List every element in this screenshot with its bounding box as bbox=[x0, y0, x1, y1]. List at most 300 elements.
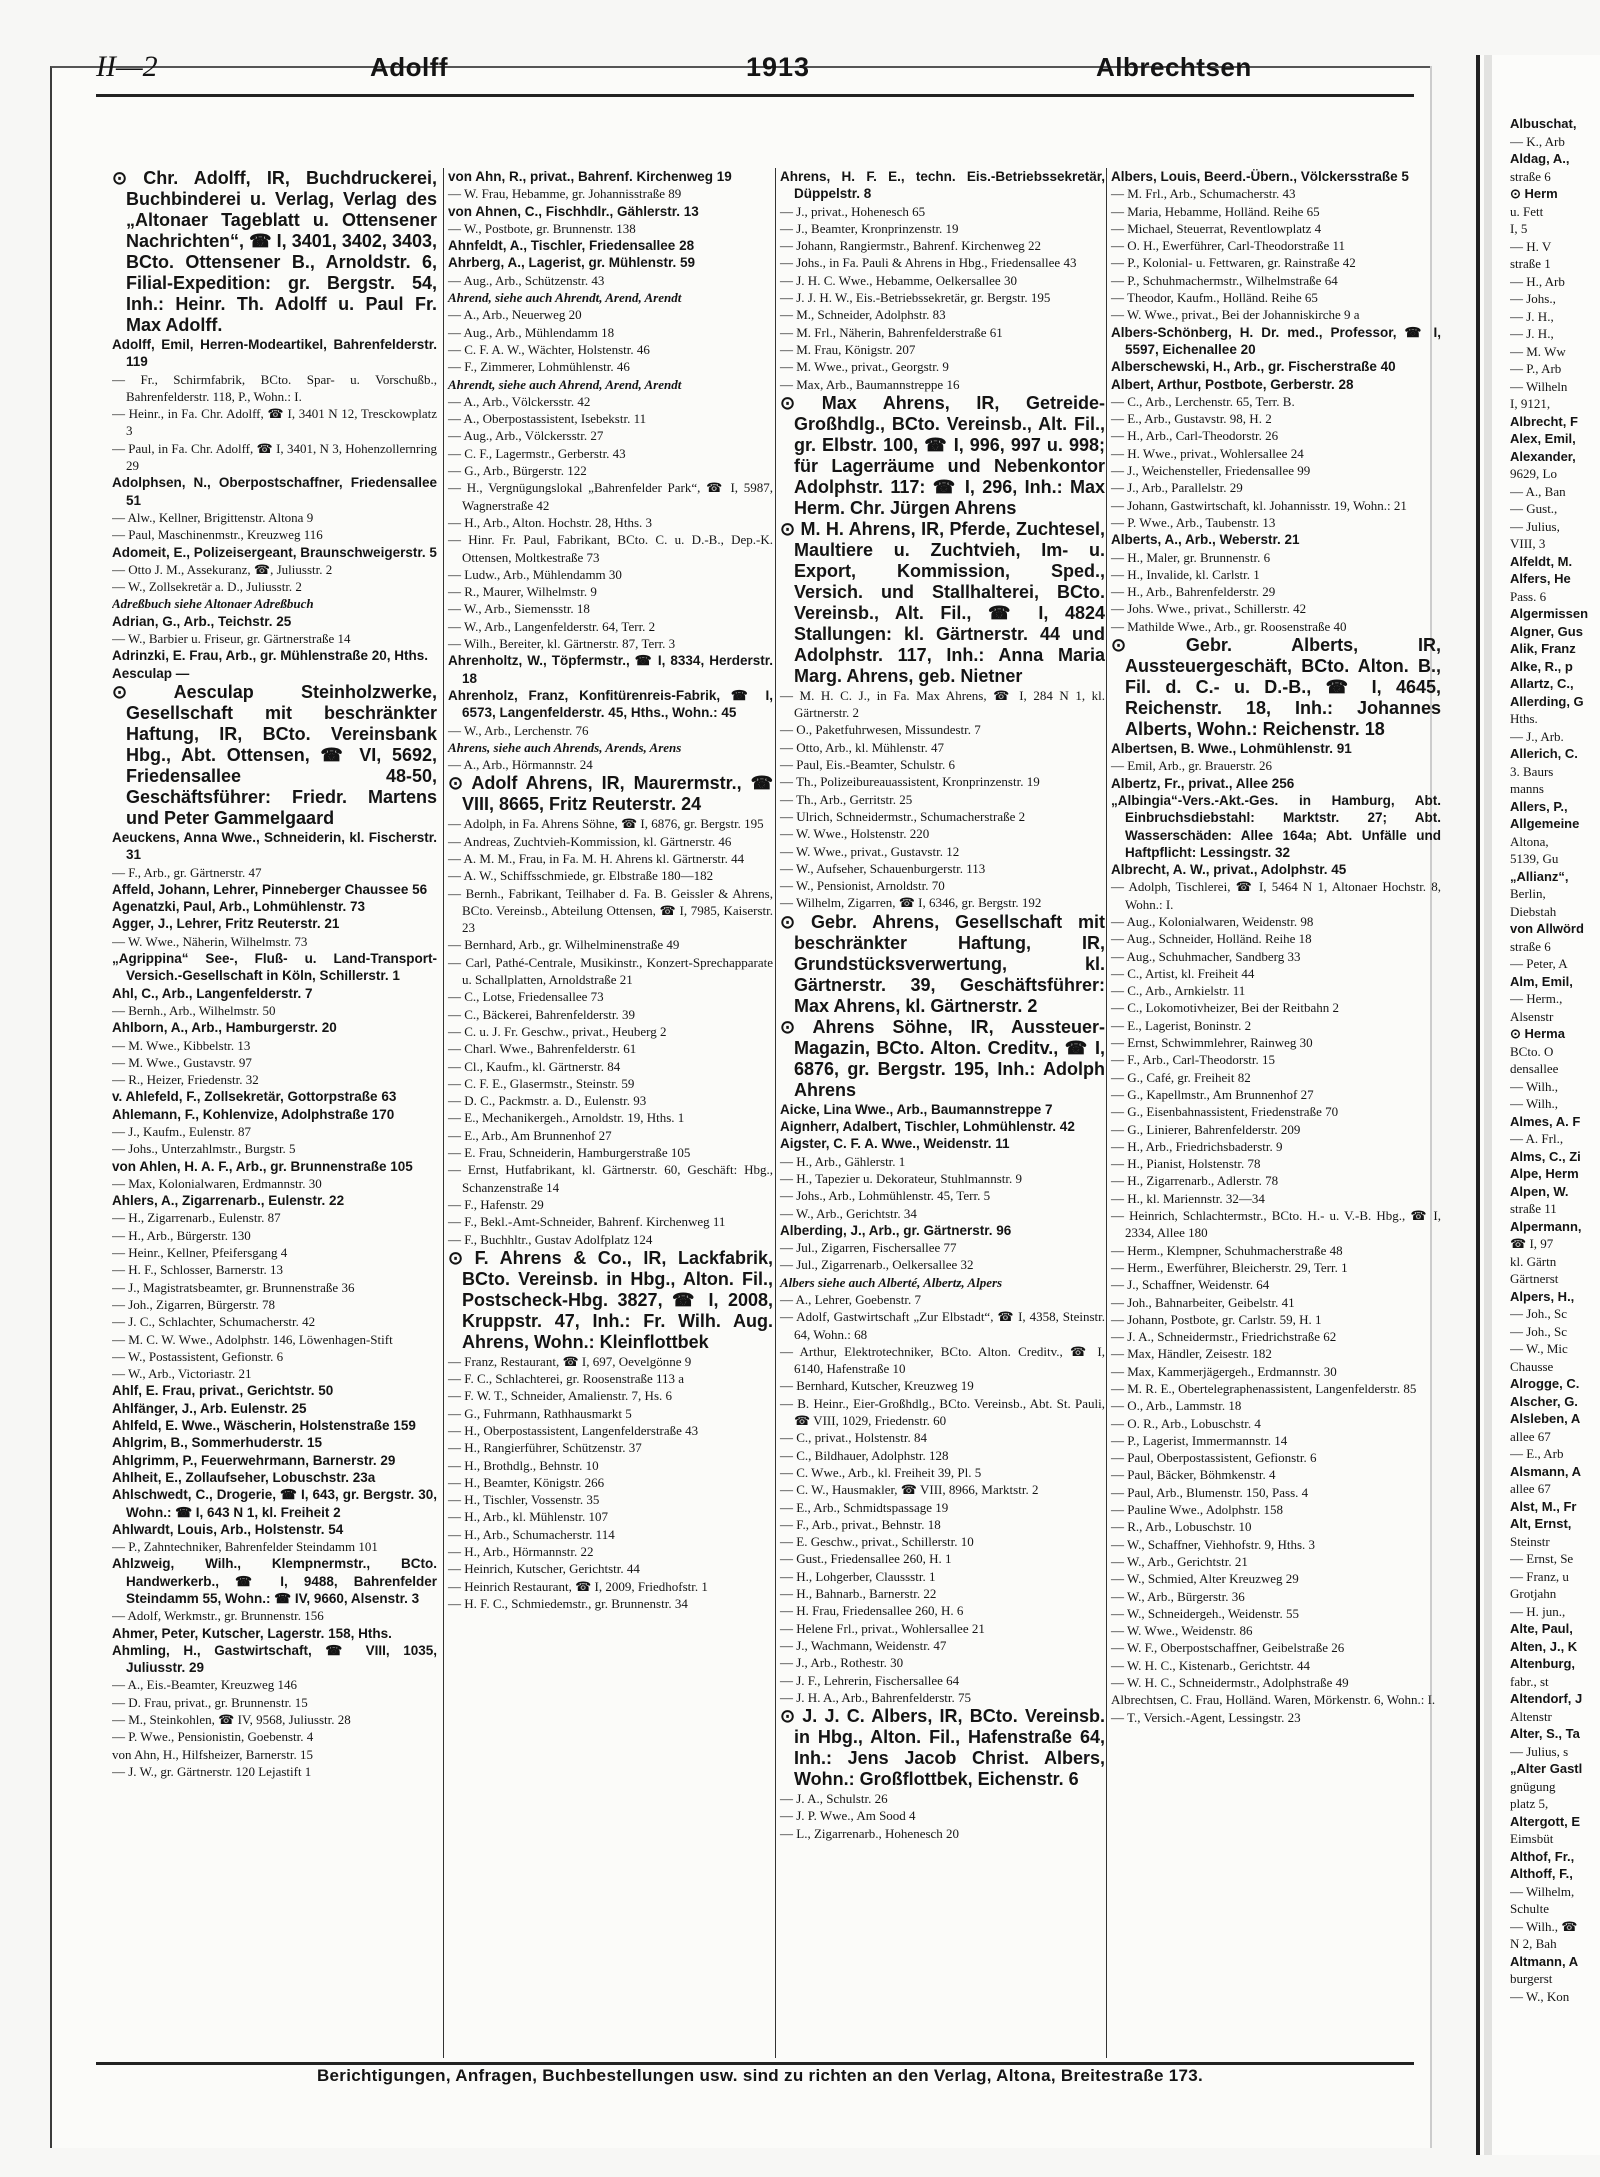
directory-entry: — C., Arb., Lerchenstr. 65, Terr. B. bbox=[1111, 393, 1295, 409]
directory-entry: ⊙ Gebr. Ahrens, Gesellschaft mit beschränkter Haftung, IR, Grundstücksverwertung, kl. Gärtnerstr. 39, Geschäftsführer: Max Ahrens, kl. Gärtnerstr. 2 bbox=[780, 911, 1105, 1016]
directory-entry: — J., Beamter, Kronprinzenstr. 19 bbox=[780, 220, 959, 236]
adjacent-page-line: — J. H., bbox=[1510, 326, 1554, 341]
adjacent-page-line: — Joh., Sc bbox=[1510, 1323, 1568, 1339]
adjacent-page-line: Algner, Gus bbox=[1510, 623, 1583, 639]
directory-entry: — H. F., Schlosser, Barnerstr. 13 bbox=[112, 1262, 284, 1278]
directory-entry: „Agrippina“ See-, Fluß- u. Land-Transport-Versich.-Gesellschaft in Köln, Schillerstr. 1 bbox=[112, 951, 437, 984]
directory-entry: — L., Zigarrenarb., Hohenesch 20 bbox=[780, 1825, 960, 1841]
adjacent-page-line: Altenburg, bbox=[1510, 1656, 1575, 1671]
adjacent-page-line: Chausse bbox=[1510, 1358, 1554, 1374]
adjacent-page-line: N 2, Bah bbox=[1510, 1936, 1557, 1951]
directory-entry: — Bernhard, Kutscher, Kreuzweg 19 bbox=[780, 1378, 974, 1394]
directory-entry: — H., Zigarrenarb., Eulenstr. 87 bbox=[112, 1210, 281, 1226]
adjacent-page-line: Pass. 6 bbox=[1510, 588, 1547, 604]
directory-entry: — H., Oberpostassistent, Langenfelderstraße 43 bbox=[448, 1423, 699, 1438]
directory-entry: ⊙ Chr. Adolff, IR, Buchdruckerei, Buchbinderei u. Verlag, Verlag des „Altonaer Tageblatt u. Ottensener Nachrichten“, ☎ I, 3401, 3402, 3403, BCto. Ottensener B., Arnoldstr. 6, Filial-Expedition: gr. Bergstr. 54, Inh.: Heinr. Th. Adolff u. Paul Fr. Max Adolff. bbox=[112, 168, 437, 335]
directory-entry: — W., Aufseher, Schauenburgerstr. 113 bbox=[780, 860, 986, 876]
adjacent-page-line: Alsleben, A bbox=[1510, 1411, 1581, 1426]
directory-entry: — J., Schaffner, Weidenstr. 64 bbox=[1111, 1277, 1270, 1293]
directory-entry: — W., Zollsekretär a. D., Juliusstr. 2 bbox=[112, 579, 302, 595]
directory-entry: Adolphsen, N., Oberpostschaffner, Friedensallee 51 bbox=[112, 475, 437, 508]
directory-entry: — E. Geschw., privat., Schillerstr. 10 bbox=[780, 1534, 974, 1550]
directory-entry: — Ernst, Schwimmlehrer, Rainweg 30 bbox=[1111, 1035, 1313, 1051]
directory-entry: von Ahlen, H. A. F., Arb., gr. Brunnenstraße 105 bbox=[112, 1158, 413, 1174]
adjacent-page-line: u. Fett bbox=[1510, 203, 1544, 219]
directory-entry: — W., Pensionist, Arnoldstr. 70 bbox=[780, 878, 945, 894]
adjacent-page-line: „Alter Gastl bbox=[1510, 1761, 1583, 1776]
adjacent-page-line: Alrogge, C. bbox=[1510, 1376, 1580, 1391]
directory-entry: — G., Arb., Bürgerstr. 122 bbox=[448, 463, 587, 479]
adjacent-page-line: — Joh., Sc bbox=[1510, 1306, 1568, 1321]
directory-entry: — P., Kolonial- u. Fettwaren, gr. Rainstraße 42 bbox=[1111, 255, 1356, 271]
adjacent-page-line: Aldag, A., bbox=[1510, 151, 1570, 166]
directory-entry: — H., Invalide, kl. Carlstr. 1 bbox=[1111, 566, 1260, 582]
directory-entry: — F. W. T., Schneider, Amalienstr. 7, Hs. 6 bbox=[448, 1388, 673, 1404]
directory-entry: — W. F., Oberpostschaffner, Geibelstraße 26 bbox=[1111, 1640, 1345, 1656]
adjacent-page-line: I, 9121, bbox=[1510, 396, 1551, 411]
directory-entry: Adreßbuch siehe Altonaer Adreßbuch bbox=[112, 596, 314, 612]
directory-entry: — M. R. E., Obertelegraphenassistent, Langenfelderstr. 85 bbox=[1111, 1381, 1417, 1396]
adjacent-page-line: Altergott, E bbox=[1510, 1813, 1581, 1829]
adjacent-page-line: Althof, Fr., bbox=[1510, 1848, 1575, 1864]
directory-entry: — W., Barbier u. Friseur, gr. Gärtnerstraße 14 bbox=[112, 631, 351, 647]
directory-entry: — G., Café, gr. Freiheit 82 bbox=[1111, 1069, 1251, 1085]
directory-entry: — C., Bildhauer, Adolphstr. 128 bbox=[780, 1447, 949, 1463]
adjacent-page-line: 5139, Gu bbox=[1510, 851, 1559, 866]
directory-entry: — J. J. H. W., Eis.-Betriebssekretär, gr. Bergstr. 195 bbox=[780, 290, 1051, 306]
directory-entry: Adolff, Emil, Herren-Modeartikel, Bahrenfelderstr. 119 bbox=[112, 337, 437, 370]
directory-entry: — Adolph, in Fa. Ahrens Söhne, ☎ I, 6876, gr. Bergstr. 195 bbox=[448, 816, 764, 832]
directory-entry: — H., kl. Mariennstr. 32—34 bbox=[1111, 1190, 1265, 1206]
adjacent-page-line: Alik, Franz bbox=[1510, 641, 1576, 656]
directory-entry: — H., Arb., Bahrenfelderstr. 29 bbox=[1111, 584, 1276, 600]
directory-entry: Ahrenholtz, W., Töpfermstr., ☎ I, 8334, Herderstr. 18 bbox=[448, 653, 773, 686]
adjacent-page-line: — A. Frl., bbox=[1510, 1131, 1564, 1146]
directory-entry: — Helene Frl., privat., Wohlersallee 21 bbox=[780, 1620, 985, 1636]
directory-entry: Ahlwardt, Louis, Arb., Holstenstr. 54 bbox=[112, 1521, 344, 1537]
adjacent-page-line: — J., Arb. bbox=[1510, 728, 1564, 744]
adjacent-page-line: Alke, R., p bbox=[1510, 658, 1573, 674]
adjacent-page-line: Steinstr bbox=[1510, 1533, 1550, 1549]
adjacent-page-line: Alten, J., K bbox=[1510, 1638, 1578, 1654]
adjacent-page-line: fabr., st bbox=[1510, 1673, 1549, 1689]
directory-entry: Ahmling, H., Gastwirtschaft, ☎ VIII, 1035, Juliusstr. 29 bbox=[112, 1642, 437, 1676]
directory-entry: — G., Linierer, Bahrenfelderstr. 209 bbox=[1111, 1121, 1301, 1137]
directory-entry: „Albingia“-Vers.-Akt.-Ges. in Hamburg, Abt. Einbruchsdiebstahl: Marktstr. 27; Abt. Wasserschäden: Allee 164a; Abt. Unfälle und Haftpflicht: Lessingstr. 32 bbox=[1111, 792, 1441, 860]
adjacent-page-line: Allgemeine bbox=[1510, 816, 1580, 831]
directory-entry: — W., Arb., Gerichtstr. 34 bbox=[780, 1205, 917, 1221]
adjacent-page-line: Alex, Emil, bbox=[1510, 431, 1576, 446]
adjacent-page-line: Alst, M., Fr bbox=[1510, 1498, 1577, 1514]
directory-entry: Aignherr, Adalbert, Tischler, Lohmühlenstr. 42 bbox=[780, 1119, 1075, 1135]
adjacent-page-line: 3. Baurs bbox=[1510, 763, 1554, 779]
adjacent-page-line: Hths. bbox=[1510, 711, 1538, 726]
adjacent-page-line: — Franz, u bbox=[1510, 1568, 1569, 1584]
directory-column-1 bbox=[112, 168, 437, 2058]
directory-entry: — Johann, Rangiermstr., Bahrenf. Kirchenweg 22 bbox=[780, 238, 1042, 254]
directory-entry: — H. F. C., Schmiedemstr., gr. Brunnenstr. 34 bbox=[448, 1595, 688, 1611]
directory-entry: — J. P. Wwe., Am Sood 4 bbox=[780, 1808, 916, 1824]
directory-entry: — H. Frau, Friedensallee 260, H. 6 bbox=[780, 1603, 964, 1619]
directory-entry: — G., Kapellmstr., Am Brunnenhof 27 bbox=[1111, 1086, 1314, 1102]
adjacent-page-line: — Herm., bbox=[1510, 991, 1563, 1006]
directory-entry: — W. H. C., Kistenarb., Gerichtstr. 44 bbox=[1111, 1657, 1310, 1673]
directory-entry: — F., Arb., Carl-Theodorstr. 15 bbox=[1111, 1052, 1275, 1068]
adjacent-page-line: — Julius, bbox=[1510, 518, 1560, 534]
adjacent-page-line: Alexander, bbox=[1510, 448, 1576, 464]
directory-entry: Ahlheit, E., Zollaufseher, Lobuschstr. 23a bbox=[112, 1469, 376, 1485]
directory-entry: — R., Heizer, Friedenstr. 32 bbox=[112, 1072, 259, 1088]
directory-entry: Affeld, Johann, Lehrer, Pinneberger Chaussee 56 bbox=[112, 881, 428, 897]
directory-entry: — F., Hafenstr. 29 bbox=[448, 1196, 544, 1212]
adjacent-page-line: Alsenstr bbox=[1510, 1008, 1554, 1024]
adjacent-page-line: Allers, P., bbox=[1510, 798, 1568, 814]
directory-entry: — H., Arb., Carl-Theodorstr. 26 bbox=[1111, 428, 1279, 444]
adjacent-page-line: burgerst bbox=[1510, 1971, 1553, 1986]
directory-entry: — Franz, Restaurant, ☎ I, 697, Oevelgönne 9 bbox=[448, 1353, 692, 1369]
directory-entry: — C. W., Hausmakler, ☎ VIII, 8966, Marktstr. 2 bbox=[780, 1482, 1039, 1498]
adjacent-page-line: straße 11 bbox=[1510, 1201, 1557, 1216]
adjacent-page-line: Altenstr bbox=[1510, 1708, 1552, 1724]
directory-entry: — H., Arb., Schumacherstr. 114 bbox=[448, 1526, 615, 1542]
directory-entry: — Adolf, Werkmstr., gr. Brunnenstr. 156 bbox=[112, 1608, 324, 1624]
directory-entry: — E., Lagerist, Boninstr. 2 bbox=[1111, 1017, 1252, 1033]
adjacent-page-line: BCto. O bbox=[1510, 1043, 1554, 1059]
directory-entry: — Charl. Wwe., Bahrenfelderstr. 61 bbox=[448, 1041, 637, 1057]
directory-entry: — A. W., Schiffsschmiede, gr. Elbstraße 180—182 bbox=[448, 868, 714, 884]
directory-entry: — P., Schuhmachermstr., Wilhelmstraße 64 bbox=[1111, 272, 1338, 288]
directory-entry: — W., Arb., Siemensstr. 18 bbox=[448, 601, 590, 617]
adjacent-page-line: Alfers, He bbox=[1510, 571, 1571, 586]
adjacent-page-line: Almes, A. F bbox=[1510, 1113, 1581, 1129]
directory-entry: — M. Wwe., privat., Georgstr. 9 bbox=[780, 359, 949, 375]
directory-entry: — A., Arb., Neuerweg 20 bbox=[448, 307, 582, 323]
directory-entry: — Joh., Bahnarbeiter, Geibelstr. 41 bbox=[1111, 1294, 1295, 1310]
directory-entry: — Heinr., in Fa. Chr. Adolff, ☎ I, 3401 N 12, Tresckowplatz 3 bbox=[112, 406, 437, 439]
directory-entry: Ahrend, siehe auch Ahrendt, Arend, Arendt bbox=[448, 290, 682, 306]
adjacent-page-line: Altona, bbox=[1510, 833, 1549, 849]
adjacent-page-line: Alter, S., Ta bbox=[1510, 1726, 1580, 1741]
directory-entry: — Mathilde Wwe., Arb., gr. Roosenstraße 40 bbox=[1111, 618, 1347, 634]
directory-entry: Albrecht, A. W., privat., Adolphstr. 45 bbox=[1111, 862, 1347, 878]
directory-entry: — Paul, Arb., Blumenstr. 150, Pass. 4 bbox=[1111, 1484, 1309, 1500]
directory-column-3 bbox=[775, 168, 1105, 2058]
directory-entry: Ahlgrimm, P., Feuerwehrmann, Barnerstr. 29 bbox=[112, 1452, 396, 1468]
directory-entry: — Otto, Arb., kl. Mühlenstr. 47 bbox=[780, 739, 944, 755]
directory-entry: — Bernhard, Arb., gr. Wilhelminenstraße 49 bbox=[448, 937, 680, 953]
directory-entry: ⊙ Gebr. Alberts, IR, Aussteuergeschäft, BCto. Alton. B., Fil. d. C.- u. D.-B., ☎ I, 4645, Reichenstr. 18, Inh.: Johannes Alberts, Wohn.: Reichenstr. 18 bbox=[1111, 635, 1441, 740]
directory-entry: — A., Oberpostassistent, Isebekstr. 11 bbox=[448, 411, 647, 427]
directory-entry: — O., Paketfuhrwesen, Missundestr. 7 bbox=[780, 722, 981, 738]
adjacent-page-line: Alte, Paul, bbox=[1510, 1621, 1573, 1636]
directory-entry: — H., Pianist, Holstenstr. 78 bbox=[1111, 1156, 1261, 1172]
directory-entry: — Michael, Steuerrat, Reventlowplatz 4 bbox=[1111, 220, 1322, 236]
directory-entry: — Arthur, Elektrotechniker, BCto. Alton. Creditv., ☎ I, 6140, Hafenstraße 10 bbox=[780, 1343, 1105, 1377]
directory-entry: — W., Arb., Langenfelderstr. 64, Terr. 2 bbox=[448, 618, 656, 634]
directory-entry: — F. C., Schlachterei, gr. Roosenstraße 113 a bbox=[448, 1371, 685, 1387]
directory-entry: — P. Wwe., Arb., Taubenstr. 13 bbox=[1111, 514, 1276, 530]
directory-entry: Ahrenholz, Franz, Konfitürenreis-Fabrik, ☎ I, 6573, Langenfelderstr. 45, Hths., Wohn.: 45 bbox=[448, 687, 773, 721]
page-number: II—2 bbox=[96, 50, 158, 83]
directory-entry: — Andreas, Zuchtvieh-Kommission, kl. Gärtnerstr. 46 bbox=[448, 833, 732, 849]
adjacent-page-line: — W., Mic bbox=[1510, 1341, 1568, 1356]
directory-entry: — H., Bahnarb., Barnerstr. 22 bbox=[780, 1586, 937, 1602]
directory-entry: Ahlgrim, B., Sommerhuderstr. 15 bbox=[112, 1435, 323, 1451]
directory-entry: — J. C., Schlachter, Schumacherstr. 42 bbox=[112, 1314, 316, 1330]
directory-entry: — A., Arb., Hörmannstr. 24 bbox=[448, 757, 593, 773]
adjacent-page-line: — M. Ww bbox=[1510, 343, 1566, 359]
adjacent-page-column bbox=[1510, 115, 1600, 2115]
directory-entry: — Ernst, Hutfabrikant, kl. Gärtnerstr. 60, Geschäft: Hbg., Schanzenstraße 14 bbox=[448, 1162, 773, 1195]
directory-entry: — W., Postbote, gr. Brunnenstr. 138 bbox=[448, 220, 636, 236]
directory-entry: ⊙ Max Ahrens, IR, Getreide-Großhdlg., BCto. Vereinsb., Alt. Fil., gr. Elbstr. 100, ☎ I, 996, 997 u. 998; für Lagerräume und Nebenkontor Adolphstr. 117: ☎ I, 296, Inh.: Max Herm. Chr. Jürgen Ahrens bbox=[780, 392, 1105, 518]
adjacent-page-line: Diebstah bbox=[1510, 903, 1557, 919]
directory-entry: — C., Bäckerei, Bahrenfelderstr. 39 bbox=[448, 1006, 635, 1022]
adjacent-page-line: Schulte bbox=[1510, 1901, 1549, 1916]
directory-entry: — H., Arb., Gählerstr. 1 bbox=[780, 1153, 906, 1169]
directory-entry: — D. Frau, privat., gr. Brunnenstr. 15 bbox=[112, 1694, 308, 1710]
adjacent-page-line: Algermissen bbox=[1510, 606, 1589, 621]
directory-entry: Albers siehe auch Alberté, Albertz, Alpers bbox=[780, 1274, 1003, 1290]
directory-entry: — C. F., Lagermstr., Gerberstr. 43 bbox=[448, 445, 626, 461]
directory-entry: Adomeit, E., Polizeisergeant, Braunschweigerstr. 5 bbox=[112, 544, 437, 560]
directory-entry: Ahlemann, F., Kohlenvize, Adolphstraße 170 bbox=[112, 1106, 395, 1122]
adjacent-page-line: Alpe, Herm bbox=[1510, 1166, 1579, 1181]
adjacent-page-line: I, 5 bbox=[1510, 221, 1528, 236]
directory-entry: — H., Arb., Hörmannstr. 22 bbox=[448, 1544, 594, 1560]
adjacent-page-line: — A., Ban bbox=[1510, 483, 1566, 499]
directory-entry: Ahnfeldt, A., Tischler, Friedensallee 28 bbox=[448, 238, 695, 254]
directory-entry: — J., Kaufm., Eulenstr. 87 bbox=[112, 1123, 252, 1139]
directory-entry: — P., Lagerist, Immermannstr. 14 bbox=[1111, 1432, 1288, 1448]
directory-entry: — W., Schneidergeh., Weidenstr. 55 bbox=[1111, 1605, 1300, 1621]
directory-entry: — H., Vergnügungslokal „Bahrenfelder Park“, ☎ I, 5987, Wagnerstraße 42 bbox=[448, 480, 773, 513]
directory-entry: — Herm., Klempner, Schuhmacherstraße 48 bbox=[1111, 1242, 1343, 1258]
directory-entry: Ahlschwedt, C., Drogerie, ☎ I, 643, gr. Bergstr. 30, Wohn.: ☎ I, 643 N 1, kl. Freiheit 2 bbox=[112, 1487, 437, 1520]
directory-entry: — E., Arb., Gustavstr. 98, H. 2 bbox=[1111, 411, 1272, 427]
directory-entry: — Gust., Friedensallee 260, H. 1 bbox=[780, 1551, 952, 1567]
directory-entry: — W., Schmied, Alter Kreuzweg 29 bbox=[1111, 1571, 1299, 1587]
directory-entry: — J. F., Lehrerin, Fischersallee 64 bbox=[780, 1672, 960, 1688]
directory-entry: — H. Wwe., privat., Wohlersallee 24 bbox=[1111, 445, 1304, 461]
directory-entry: — Joh., Zigarren, Bürgerstr. 78 bbox=[112, 1296, 275, 1312]
adjacent-page-line: gnügung bbox=[1510, 1778, 1556, 1794]
directory-entry: — H., Tischler, Vossenstr. 35 bbox=[448, 1492, 600, 1508]
directory-entry: — W. H. C., Schneidermstr., Adolphstraße 49 bbox=[1111, 1675, 1349, 1691]
adjacent-page-line: Alscher, G. bbox=[1510, 1393, 1578, 1409]
directory-entry: — Johs. Wwe., privat., Schillerstr. 42 bbox=[1111, 601, 1307, 617]
adjacent-page-line: — W., Kon bbox=[1510, 1988, 1570, 2004]
adjacent-page-line: straße 6 bbox=[1510, 938, 1551, 954]
directory-entry: — H., Arb., Friedrichsbaderstr. 9 bbox=[1111, 1138, 1283, 1154]
adjacent-page-line: Allerich, C. bbox=[1510, 746, 1578, 761]
directory-entry: Ahmer, Peter, Kutscher, Lagerstr. 158, Hths. bbox=[112, 1625, 392, 1641]
directory-entry: — Johs., Arb., Lohmühlenstr. 45, Terr. 5 bbox=[780, 1188, 991, 1204]
directory-entry: Alberschewski, H., Arb., gr. Fischerstraße 40 bbox=[1111, 359, 1396, 375]
directory-entry: — W. Wwe., Holstenstr. 220 bbox=[780, 826, 930, 842]
publisher-notice: Berichtigungen, Anfragen, Buchbestellungen usw. sind zu richten an den Verlag, Altona, Breitestraße 173. bbox=[316, 2066, 1204, 2085]
directory-entry: — F., Arb., privat., Behnstr. 18 bbox=[780, 1516, 941, 1532]
adjacent-page-line: Eimsbüt bbox=[1510, 1831, 1554, 1846]
directory-entry: v. Ahlefeld, F., Zollsekretär, Gottorpstraße 63 bbox=[112, 1089, 397, 1105]
directory-entry: — Heinrich, Schlachtermstr., BCto. H.- u. V.-B. Hbg., ☎ I, 2334, Allee 180 bbox=[1111, 1208, 1441, 1241]
directory-entry: Albrechtsen, C. Frau, Holländ. Waren, Mörkenstr. 6, Wohn.: I. bbox=[1111, 1692, 1436, 1708]
directory-entry: Adrian, G., Arb., Teichstr. 25 bbox=[112, 613, 292, 629]
directory-entry: — Maria, Hebamme, Holländ. Reihe 65 bbox=[1111, 203, 1320, 219]
directory-entry: Aigster, C. F. A. Wwe., Weidenstr. 11 bbox=[780, 1136, 1010, 1152]
directory-entry: Ahrberg, A., Lagerist, gr. Mühlenstr. 59 bbox=[448, 255, 696, 271]
directory-entry: Alberts, A., Arb., Weberstr. 21 bbox=[1111, 532, 1300, 548]
directory-entry: — Emil, Arb., gr. Brauerstr. 26 bbox=[1111, 758, 1273, 774]
directory-entry: — H., Lohgerber, Claussstr. 1 bbox=[780, 1568, 936, 1584]
directory-entry: — H., Arb., kl. Mühlenstr. 107 bbox=[448, 1509, 608, 1525]
directory-entry: — W., Arb., Gerichtstr. 21 bbox=[1111, 1553, 1248, 1569]
directory-entry: — G., Eisenbahnassistent, Friedenstraße 70 bbox=[1111, 1104, 1339, 1120]
adjacent-page-line: Alsmann, A bbox=[1510, 1463, 1582, 1479]
directory-entry: Aeuckens, Anna Wwe., Schneiderin, kl. Fischerstr. 31 bbox=[112, 829, 437, 863]
directory-entry: — C. Wwe., Arb., kl. Freiheit 39, Pl. 5 bbox=[780, 1464, 982, 1480]
directory-entry: — Heinr., Kellner, Pfeifersgang 4 bbox=[112, 1245, 288, 1261]
directory-entry: von Ahnen, C., Fischhdlr., Gählerstr. 13 bbox=[448, 203, 699, 219]
directory-entry: — A., Arb., Völckersstr. 42 bbox=[448, 393, 591, 409]
directory-entry: Ahrens, H. F. E., techn. Eis.-Betriebssekretär, Düppelstr. 8 bbox=[780, 169, 1105, 202]
adjacent-page-line: — J. H., bbox=[1510, 308, 1554, 324]
directory-entry: — M., Schneider, Adolphstr. 83 bbox=[780, 307, 946, 323]
directory-entry: — F., Arb., gr. Gärtnerstr. 47 bbox=[112, 864, 262, 880]
directory-entry: — Paul, in Fa. Chr. Adolff, ☎ I, 3401, N 3, Hohenzollernring 29 bbox=[112, 440, 437, 474]
directory-entry: von Ahn, R., privat., Bahrenf. Kirchenweg 19 bbox=[448, 169, 732, 184]
directory-entry: Ahlfänger, J., Arb. Eulenstr. 25 bbox=[112, 1400, 307, 1416]
directory-entry: — W., Arb., Lerchenstr. 76 bbox=[448, 722, 589, 738]
directory-entry: — J., Weichensteller, Friedensallee 99 bbox=[1111, 463, 1311, 479]
adjacent-page-line: — Gust., bbox=[1510, 501, 1558, 516]
directory-entry: — D. C., Packmstr. a. D., Eulenstr. 93 bbox=[448, 1093, 647, 1109]
running-head-last-entry: Albrechtsen bbox=[1096, 52, 1252, 82]
directory-entry: — Paul, Oberpostassistent, Gefionstr. 6 bbox=[1111, 1450, 1317, 1466]
adjacent-page-line: — H., Arb bbox=[1510, 273, 1565, 289]
directory-entry: — P. Wwe., Pensionistin, Goebenstr. 4 bbox=[112, 1729, 314, 1745]
adjacent-page-line: — Wilheln bbox=[1510, 378, 1568, 394]
directory-entry: — W., Postassistent, Gefionstr. 6 bbox=[112, 1348, 284, 1364]
directory-entry: — F., Zimmerer, Lohmühlenstr. 46 bbox=[448, 359, 630, 375]
directory-entry: — Aug., Arb., Mühlendamm 18 bbox=[448, 324, 615, 340]
directory-entry: Albers-Schönberg, H. Dr. med., Professor, ☎ I, 5597, Eichenallee 20 bbox=[1111, 324, 1441, 357]
adjacent-page-line: Altendorf, J bbox=[1510, 1691, 1583, 1706]
directory-entry: ⊙ Aesculap Steinholzwerke, Gesellschaft mit beschränkter Haftung, IR, BCto. Vereinsbank Hbg., Abt. Ottensen, ☎ VI, 5692, Friedensallee 48-50, Geschäftsführer: Friedr. Martens und Peter Gammelgaard bbox=[112, 681, 437, 828]
directory-entry: Albert, Arthur, Postbote, Gerberstr. 28 bbox=[1111, 376, 1354, 392]
directory-entry: — H., Beamter, Königstr. 266 bbox=[448, 1474, 605, 1490]
directory-entry: Ahlzweig, Wilh., Klempnermstr., BCto. Handwerkerb., ☎ I, 9488, Bahrenfelder Steindamm 55, Wohn.: ☎ IV, 9660, Alsenstr. 3 bbox=[112, 1556, 437, 1606]
adjacent-page-line: — Wilh., ☎ bbox=[1510, 1918, 1578, 1934]
running-head-year: 1913 bbox=[746, 52, 811, 82]
directory-entry: — C., Artist, kl. Freiheit 44 bbox=[1111, 965, 1255, 981]
directory-entry: — H., Arb., Alton. Hochstr. 28, Hths. 3 bbox=[448, 514, 653, 530]
directory-entry: — C. F. A. W., Wächter, Holstenstr. 46 bbox=[448, 341, 650, 357]
directory-entry: — W., Arb., Victoriastr. 21 bbox=[112, 1366, 252, 1382]
adjacent-page-line: — Peter, A bbox=[1510, 956, 1568, 971]
directory-entry: Albers, Louis, Beerd.-Übern., Völckersstraße 5 bbox=[1111, 169, 1409, 184]
directory-entry: — J., Wachmann, Weidenstr. 47 bbox=[780, 1637, 947, 1653]
directory-entry: — Max, Arb., Baumannstreppe 16 bbox=[780, 376, 960, 392]
directory-entry: — F., Buchhltr., Gustav Adolfplatz 124 bbox=[448, 1231, 653, 1247]
directory-entry: — H., Maler, gr. Brunnenstr. 6 bbox=[1111, 549, 1271, 565]
directory-entry: — H., Brothdlg., Behnstr. 10 bbox=[448, 1457, 599, 1473]
directory-entry: — Max, Händler, Zeisestr. 182 bbox=[1111, 1346, 1272, 1362]
directory-entry: — Hinr. Fr. Paul, Fabrikant, BCto. C. u. D.-B., Dep.-K. Ottensen, Moltkestraße 73 bbox=[448, 532, 773, 565]
adjacent-page-line: allee 67 bbox=[1510, 1481, 1551, 1496]
directory-entry: — E. Frau, Schneiderin, Hamburgerstraße 105 bbox=[448, 1145, 691, 1161]
directory-entry: — Aug., Schuhmacher, Sandberg 33 bbox=[1111, 948, 1301, 964]
adjacent-page-line: densallee bbox=[1510, 1061, 1559, 1076]
directory-entry: — T., Versich.-Agent, Lessingstr. 23 bbox=[1111, 1709, 1301, 1725]
adjacent-page-line: Berlin, bbox=[1510, 886, 1546, 901]
footer-rule bbox=[96, 2062, 1414, 2065]
adjacent-page-line: — Julius, s bbox=[1510, 1743, 1569, 1759]
directory-entry: — Pauline Wwe., Adolphstr. 158 bbox=[1111, 1502, 1284, 1518]
directory-entry: — W. Wwe., privat., Gustavstr. 12 bbox=[780, 843, 960, 859]
directory-entry: — M. H. C. J., in Fa. Max Ahrens, ☎ I, 284 N 1, kl. Gärtnerstr. 2 bbox=[780, 687, 1105, 721]
directory-entry: — Carl, Pathé-Centrale, Musikinstr., Konzert-Sprechapparate u. Schallplatten, Arnoldstraße 21 bbox=[448, 954, 773, 988]
directory-entry: — A., Lehrer, Goebenstr. 7 bbox=[780, 1291, 922, 1307]
directory-entry: — Bernh., Arb., Wilhelmstr. 50 bbox=[112, 1002, 276, 1018]
adjacent-page-line: Alpers, H., bbox=[1510, 1288, 1575, 1304]
directory-entry: — C., Arb., Arnkielstr. 11 bbox=[1111, 983, 1246, 999]
adjacent-page-line: — Wilh., bbox=[1510, 1096, 1558, 1111]
directory-entry: — Heinrich Restaurant, ☎ I, 2009, Friedhofstr. 1 bbox=[448, 1578, 708, 1594]
directory-entry: ⊙ Adolf Ahrens, IR, Maurermstr., ☎ VIII, 8665, Fritz Reuterstr. 24 bbox=[448, 773, 773, 815]
directory-entry: — H., Arb., Bürgerstr. 130 bbox=[112, 1227, 251, 1243]
directory-entry: — J. W., gr. Gärtnerstr. 120 Lejastift 1 bbox=[112, 1763, 312, 1779]
directory-entry: — J., privat., Hohenesch 65 bbox=[780, 203, 926, 219]
running-head-first-entry: Adolff bbox=[370, 52, 449, 82]
adjacent-page bbox=[1476, 55, 1600, 2155]
adjacent-page-line: Alfeldt, M. bbox=[1510, 553, 1573, 569]
directory-entry: — J., Arb., Rothestr. 30 bbox=[780, 1655, 904, 1671]
directory-entry: — M. C. W. Wwe., Adolphstr. 146, Löwenhagen-Stift bbox=[112, 1331, 393, 1347]
directory-entry: — M. Wwe., Gustavstr. 97 bbox=[112, 1054, 252, 1070]
directory-entry: — Fr., Schirmfabrik, BCto. Spar- u. Vorschußb., Bahrenfelderstr. 118, P., Wohn.: I. bbox=[112, 371, 437, 404]
directory-entry: — C., privat., Holstenstr. 84 bbox=[780, 1430, 927, 1446]
directory-entry: — Johs., in Fa. Pauli & Ahrens in Hbg., Friedensallee 43 bbox=[780, 255, 1077, 271]
directory-entry: ⊙ J. J. C. Albers, IR, BCto. Vereinsb. in Hbg., Alton. Fil., Hafenstraße 64, Inh.: Jens Jacob Christ. Albers, Wohn.: Großflottbek, Eichenstr. 6 bbox=[780, 1706, 1105, 1790]
directory-entry: — E., Arb., Schmidtspassage 19 bbox=[780, 1499, 949, 1515]
directory-entry: — Wilh., Bereiter, kl. Gärtnerstr. 87, Terr. 3 bbox=[448, 636, 676, 652]
adjacent-page-line: Althoff, F., bbox=[1510, 1866, 1573, 1881]
directory-entry: — J. A., Schneidermstr., Friedrichstraße 62 bbox=[1111, 1329, 1337, 1345]
adjacent-page-line: allee 67 bbox=[1510, 1428, 1551, 1444]
adjacent-page-line: — Johs., bbox=[1510, 291, 1556, 306]
directory-entry: Adrinzki, E. Frau, Arb., gr. Mühlenstraße 20, Hths. bbox=[112, 648, 429, 664]
directory-entry: ⊙ Ahrens Söhne, IR, Aussteuer-Magazin, BCto. Alton. Creditv., ☎ I, 6876, gr. Bergstr. 195, Inh.: Adolph Ahrens bbox=[780, 1016, 1105, 1100]
directory-entry: — W. Wwe., Näherin, Wilhelmstr. 73 bbox=[112, 933, 308, 949]
directory-entry: — G., Fuhrmann, Rathhausmarkt 5 bbox=[448, 1405, 632, 1421]
adjacent-page-line: Albuschat, bbox=[1510, 116, 1577, 131]
directory-entry: — F., Bekl.-Amt-Schneider, Bahrenf. Kirchenweg 11 bbox=[448, 1214, 726, 1230]
directory-entry: — W. Wwe., privat., Bei der Johanniskirche 9 a bbox=[1111, 307, 1360, 323]
adjacent-page-line: — Ernst, Se bbox=[1510, 1551, 1574, 1566]
directory-entry: — E., Mechanikergeh., Arnoldstr. 19, Hths. 1 bbox=[448, 1110, 685, 1126]
directory-entry: ⊙ M. H. Ahrens, IR, Pferde, Zuchtesel, Maultiere u. Zuchtvieh, Im- u. Export, Kommission, Sped., Versich. und Stallhalterei, BCto. Vereinsb., Alt. Fil., ☎ I, 4824 Stallungen: kl. Gärtnerstr. 44 und Adolphstr. 117, Inh.: Anna Maria Marg. Ahrens, geb. Nietner bbox=[780, 518, 1105, 686]
directory-entry: von Ahn, H., Hilfsheizer, Barnerstr. 15 bbox=[112, 1746, 313, 1762]
directory-entry: — Johann, Postbote, gr. Carlstr. 59, H. 1 bbox=[1111, 1311, 1322, 1327]
directory-entry: — Aug., Arb., Völckersstr. 27 bbox=[448, 428, 604, 444]
directory-entry: Agger, J., Lehrer, Fritz Reuterstr. 21 bbox=[112, 916, 340, 932]
adjacent-page-line: straße 6 bbox=[1510, 168, 1551, 184]
directory-entry: — C., Lotse, Friedensallee 73 bbox=[448, 989, 604, 1005]
adjacent-page-line: ⊙ Herm bbox=[1510, 186, 1558, 201]
directory-entry: — H., Tapezier u. Dekorateur, Stuhlmannstr. 9 bbox=[780, 1170, 1023, 1186]
directory-entry: — J. A., Schulstr. 26 bbox=[780, 1791, 888, 1807]
